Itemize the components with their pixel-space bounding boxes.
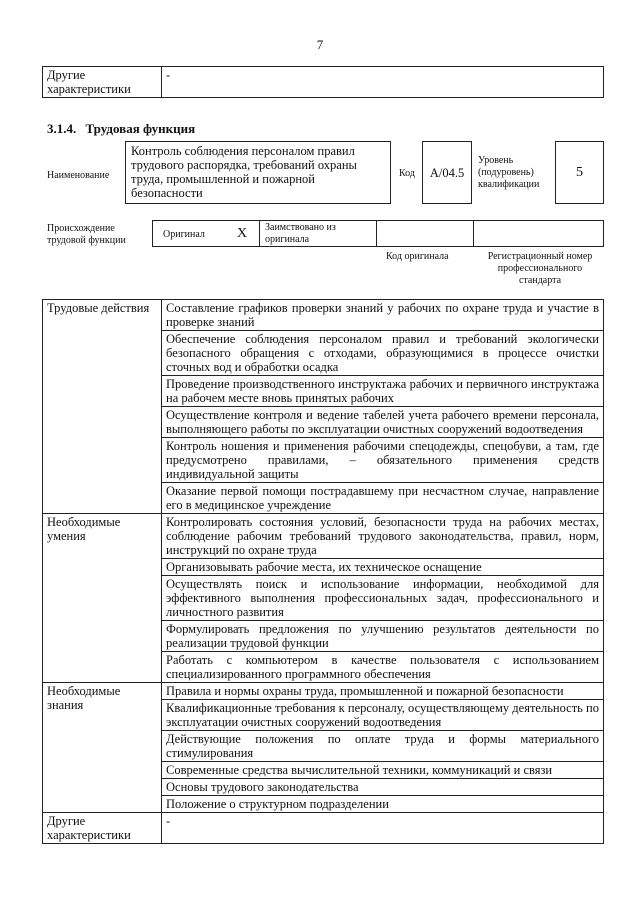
original-mark: X: [237, 226, 248, 241]
reg-number-caption: Регистрационный номер профессионального стандарта: [487, 251, 593, 286]
name-label: Наименование: [47, 170, 110, 181]
original-label: Оригинал: [163, 229, 205, 240]
knowledge-item: Современные средства вычислительной техники, коммуникаций и связи: [162, 762, 604, 779]
action-item: Составление графиков проверки знаний у рабочих по охране труда и участие в проверке знаний: [162, 300, 604, 331]
row-label-other: Другие характеристики: [43, 813, 162, 844]
level-value: 5: [555, 141, 604, 204]
action-item: Обеспечение соблюдения персоналом правил и требований экологически безопасного обращения с отходами, образующимися в процессе очистки сточных вод и обработки осадка: [162, 331, 604, 376]
action-item: Осуществление контроля и ведение табелей учета рабочего времени персонала, выполняющего работы по эксплуатации очистных сооружений водоотведения: [162, 407, 604, 438]
skill-item: Работать с компьютером в качестве пользователя с использованием специализированного программного обеспечения: [162, 652, 604, 683]
function-details-table: [42, 299, 604, 844]
origin-divider-1: [259, 221, 260, 246]
name-value: Контроль соблюдения персоналом правил трудового распорядка, требований охраны труда, промышленной и пожарной безопасности: [125, 141, 391, 204]
borrowed-label: Заимствовано из оригинала: [265, 222, 336, 245]
code-value: А/04.5: [422, 141, 472, 204]
row-label-skills: Необходимые умения: [43, 514, 162, 683]
action-item: Оказание первой помощи пострадавшему при несчастном случае, направление его в медицинское учреждение: [162, 483, 604, 514]
page-number: 7: [316, 37, 324, 52]
code-original-caption: Код оригинала: [386, 251, 449, 262]
skill-item: Формулировать предложения по улучшению результатов деятельности по реализации трудовой функции: [162, 621, 604, 652]
action-item: Контроль ношения и применения рабочими спецодежды, спецобуви, а там, где предусмотрено правилами, – обязательного применения средств индивидуальной защиты: [162, 438, 604, 483]
origin-divider-2: [376, 221, 377, 246]
origin-label: Происхождение трудовой функции: [47, 223, 126, 246]
skill-item: Контролировать состояния условий, безопасности труда на рабочих местах, соблюдение рабочим требований трудового законодательства, правил, норм, инструкций по охране труда: [162, 514, 604, 559]
table-row: [43, 300, 604, 331]
code-label: Код: [399, 168, 415, 179]
origin-divider-3: [473, 221, 474, 246]
origin-box: [152, 220, 604, 247]
other-item: -: [162, 813, 604, 844]
level-label: Уровень (подуровень) квалификации: [478, 155, 540, 190]
knowledge-item: Положение о структурном подразделении: [162, 796, 604, 813]
knowledge-item: Действующие положения по оплате труда и формы материального стимулирования: [162, 731, 604, 762]
section-number: 3.1.4.: [47, 121, 77, 136]
top-other-value: -: [162, 67, 604, 98]
top-other-label: Другие характеристики: [43, 67, 162, 98]
knowledge-item: Правила и нормы охраны труда, промышленной и пожарной безопасности: [162, 683, 604, 700]
row-label-knowledge: Необходимые знания: [43, 683, 162, 813]
section-title: Трудовая функция: [85, 121, 196, 136]
knowledge-item: Основы трудового законодательства: [162, 779, 604, 796]
section-heading: [47, 121, 195, 137]
table-row: [43, 514, 604, 559]
row-label-actions: Трудовые действия: [43, 300, 162, 514]
top-other-characteristics-table: [42, 66, 604, 98]
knowledge-item: Квалификационные требования к персоналу, осуществляющему деятельность по эксплуатации очистных сооружений водоотведения: [162, 700, 604, 731]
skill-item: Организовывать рабочие места, их техническое оснащение: [162, 559, 604, 576]
table-row: [43, 813, 604, 844]
skill-item: Осуществлять поиск и использование информации, необходимой для эффективного выполнения профессиональных задач, профессионального и личностного развития: [162, 576, 604, 621]
table-row: [43, 683, 604, 700]
action-item: Проведение производственного инструктажа рабочих и первичного инструктажа на рабочем месте вновь принятых рабочих: [162, 376, 604, 407]
